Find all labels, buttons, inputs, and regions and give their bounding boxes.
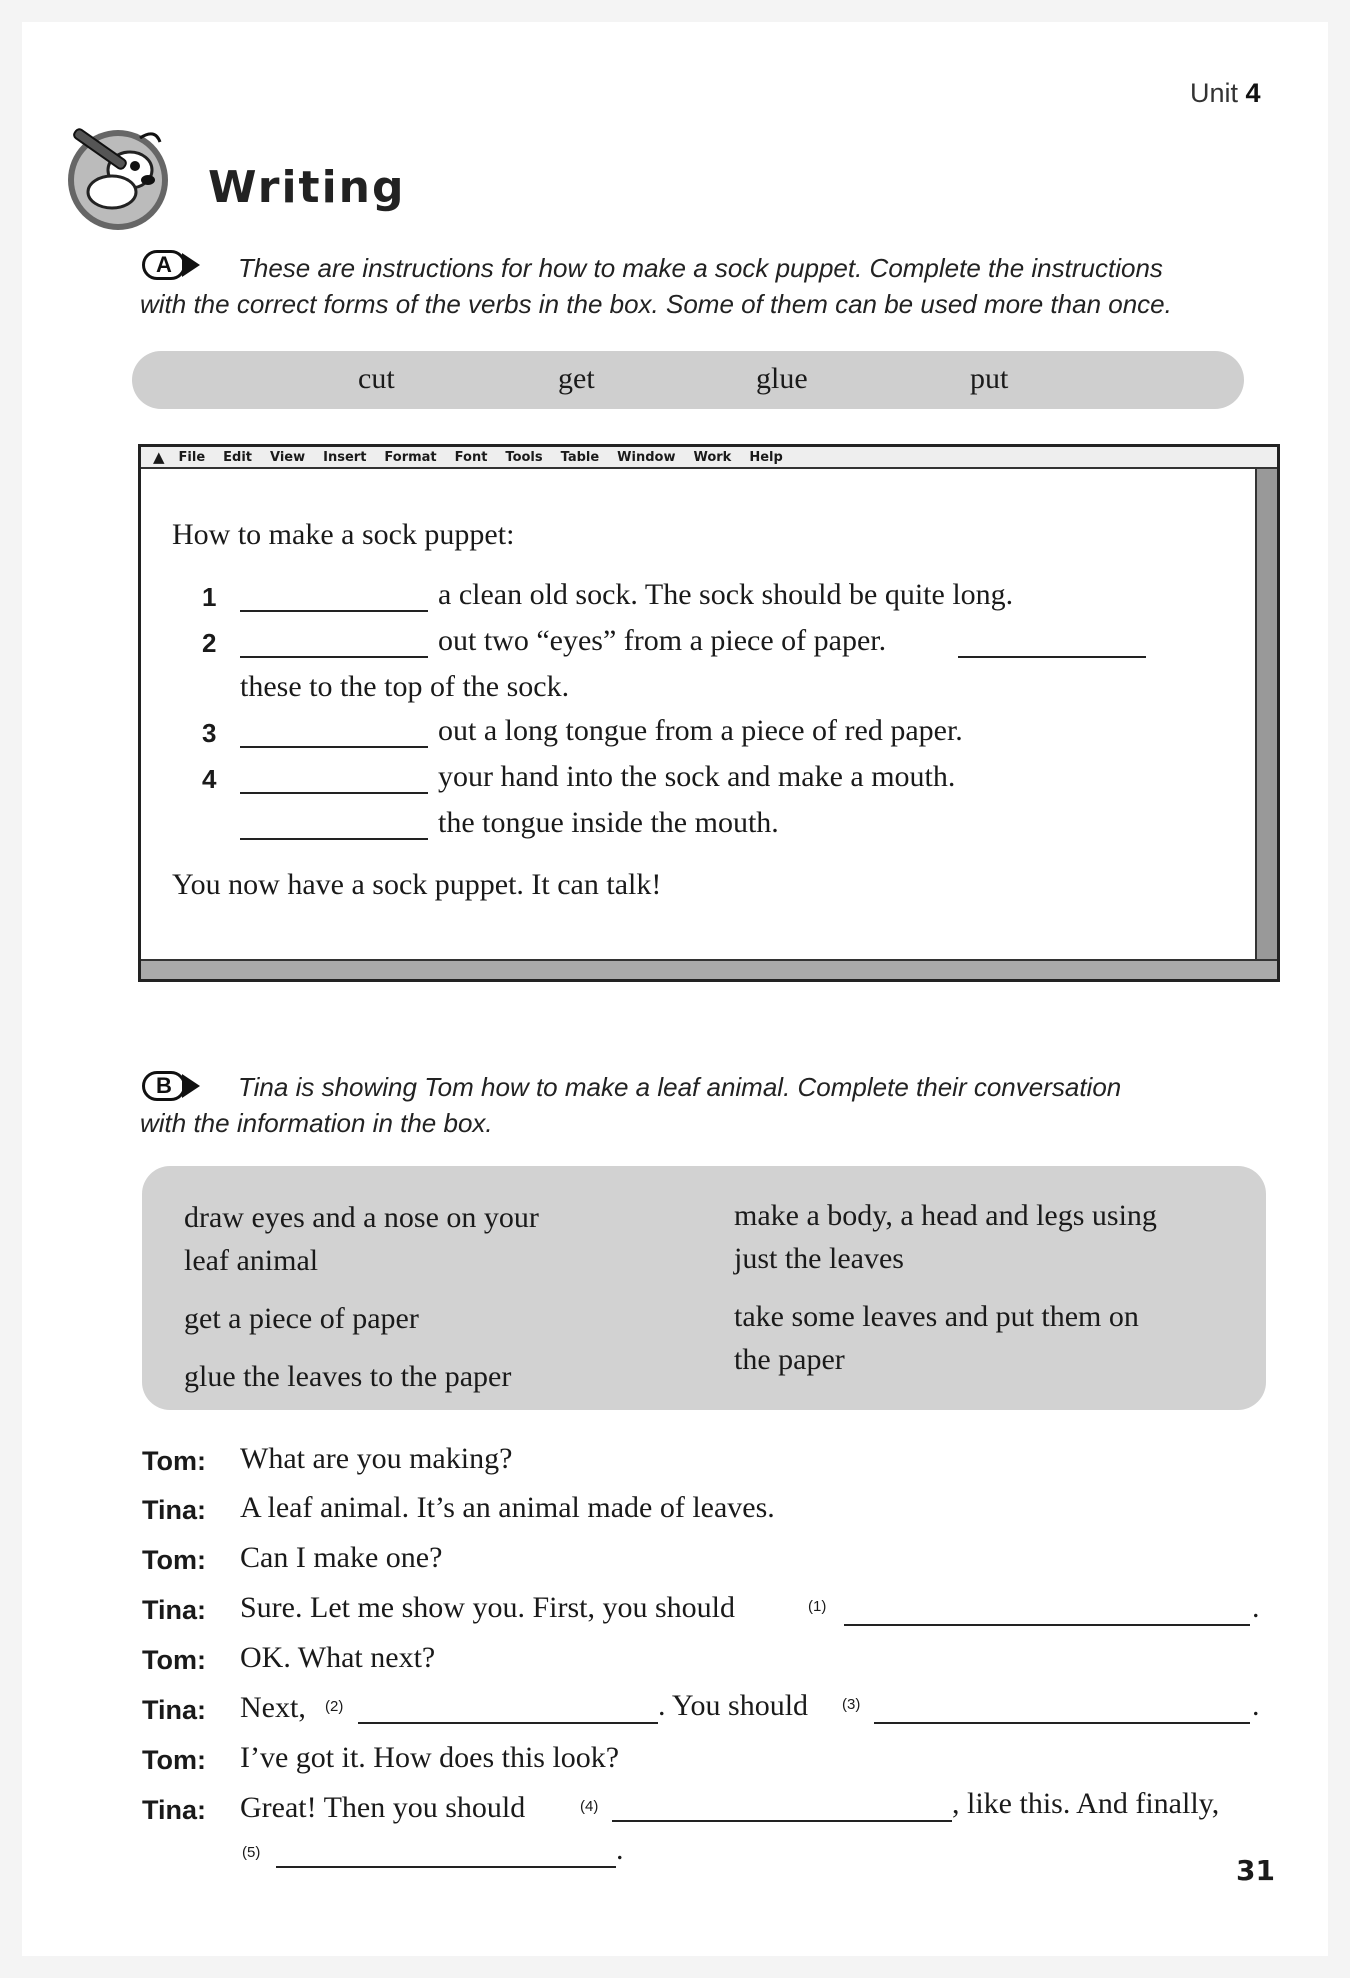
dialogue-line: Sure. Let me show you. First, you should [240, 1591, 735, 1624]
menu-tools[interactable]: Tools [505, 449, 543, 465]
exercise-b-badge: B [142, 1071, 200, 1101]
menu-window[interactable]: Window [617, 449, 676, 465]
verb-box [132, 351, 1244, 409]
dialogue-line: Great! Then you should [240, 1791, 526, 1824]
blank-line[interactable] [240, 610, 428, 612]
menu-table[interactable]: Table [560, 449, 600, 465]
exercise-a-badge: A [142, 250, 200, 280]
speaker-tina: Tina: [142, 1595, 207, 1625]
blank-line[interactable] [844, 1624, 1250, 1626]
phrase-right-1a: make a body, a head and legs using [734, 1199, 1157, 1232]
dialogue-line: Next, [240, 1691, 306, 1724]
speaker-tom: Tom: [142, 1545, 206, 1575]
verb-cut: cut [358, 362, 395, 395]
marker-2: (2) [325, 1698, 344, 1715]
blank-line[interactable] [240, 746, 428, 748]
dialogue-line: I’ve got it. How does this look? [240, 1741, 620, 1774]
blank-line[interactable] [240, 792, 428, 794]
doc-closing: You now have a sock puppet. It can talk! [172, 868, 662, 901]
phrase-left-2: get a piece of paper [184, 1302, 419, 1335]
blank-line[interactable] [612, 1820, 952, 1822]
menu-help[interactable]: Help [749, 449, 783, 465]
like-this-fragment: , like this. And finally, [952, 1787, 1220, 1820]
step-number-2: 2 [202, 628, 217, 658]
phrase-right-2b: the paper [734, 1343, 845, 1376]
menu-file[interactable]: File [178, 449, 206, 465]
menu-format[interactable]: Format [384, 449, 437, 465]
blank-line[interactable] [240, 838, 428, 840]
unit-label: Unit 4 [1190, 78, 1261, 108]
step-text-4: your hand into the sock and make a mouth. [438, 760, 956, 793]
blank-line[interactable] [874, 1722, 1250, 1724]
instructions-b-line2: with the information in the box. [140, 1108, 493, 1138]
you-should-fragment: . You should [658, 1689, 809, 1722]
step-number-3: 3 [202, 718, 217, 748]
vertical-scrollbar[interactable] [1255, 469, 1277, 959]
period: . [616, 1833, 624, 1866]
instructions-b-line1: Tina is showing Tom how to make a leaf animal. Complete their conversation [238, 1072, 1122, 1102]
speaker-tom: Tom: [142, 1645, 206, 1675]
verb-get: get [558, 362, 595, 395]
speaker-tina: Tina: [142, 1695, 207, 1725]
instructions-a-line1: These are instructions for how to make a sock puppet. Complete the instructions [238, 253, 1163, 283]
step-number-4: 4 [202, 764, 217, 794]
blank-line[interactable] [240, 656, 428, 658]
phrase-right-2a: take some leaves and put them on [734, 1300, 1139, 1333]
step-text-4b: the tongue inside the mouth. [438, 806, 779, 839]
marker-4: (4) [580, 1798, 599, 1815]
dialogue-line: A leaf animal. It’s an animal made of leaves. [240, 1491, 775, 1524]
section-title: Writing [208, 162, 406, 213]
blank-line[interactable] [276, 1866, 616, 1868]
menu-font[interactable]: Font [454, 449, 488, 465]
verb-glue: glue [756, 362, 808, 395]
speaker-tina: Tina: [142, 1495, 207, 1525]
speaker-tom: Tom: [142, 1446, 206, 1476]
phrase-right-1b: just the leaves [734, 1242, 904, 1275]
menu-work[interactable]: Work [693, 449, 732, 465]
step-text-1: a clean old sock. The sock should be quite long. [438, 578, 1014, 611]
menu-insert[interactable]: Insert [323, 449, 367, 465]
apple-menu-icon[interactable]: ▲ [153, 448, 165, 466]
phrase-left-3: glue the leaves to the paper [184, 1360, 512, 1393]
marker-3: (3) [842, 1696, 861, 1713]
dialogue-line: OK. What next? [240, 1641, 436, 1674]
period: . [1252, 1689, 1260, 1722]
step-text-2b: these to the top of the sock. [240, 670, 570, 703]
instructions-a-line2: with the correct forms of the verbs in the box. Some of them can be used more than once. [140, 289, 1172, 319]
speaker-tina: Tina: [142, 1795, 207, 1825]
period: . [1252, 1591, 1260, 1624]
phrase-left-1a: draw eyes and a nose on your [184, 1201, 539, 1234]
step-number-1: 1 [202, 582, 217, 612]
speaker-tom: Tom: [142, 1745, 206, 1775]
dog-mascot-icon [60, 122, 182, 232]
dialogue-line: What are you making? [240, 1442, 513, 1475]
blank-line[interactable] [358, 1722, 658, 1724]
marker-1: (1) [808, 1598, 827, 1615]
dialogue-line: Can I make one? [240, 1541, 443, 1574]
verb-put: put [970, 362, 1009, 395]
menu-edit[interactable]: Edit [223, 449, 253, 465]
phrase-left-1b: leaf animal [184, 1244, 319, 1277]
marker-5: (5) [242, 1844, 261, 1861]
horizontal-scrollbar[interactable] [141, 959, 1277, 979]
blank-line[interactable] [958, 656, 1146, 658]
menu-bar [141, 447, 1277, 469]
step-text-2: out two “eyes” from a piece of paper. [438, 624, 887, 657]
menu-view[interactable]: View [270, 449, 306, 465]
step-text-3: out a long tongue from a piece of red paper. [438, 714, 963, 747]
doc-title: How to make a sock puppet: [172, 518, 515, 551]
page-number: 31 [1236, 1854, 1275, 1887]
